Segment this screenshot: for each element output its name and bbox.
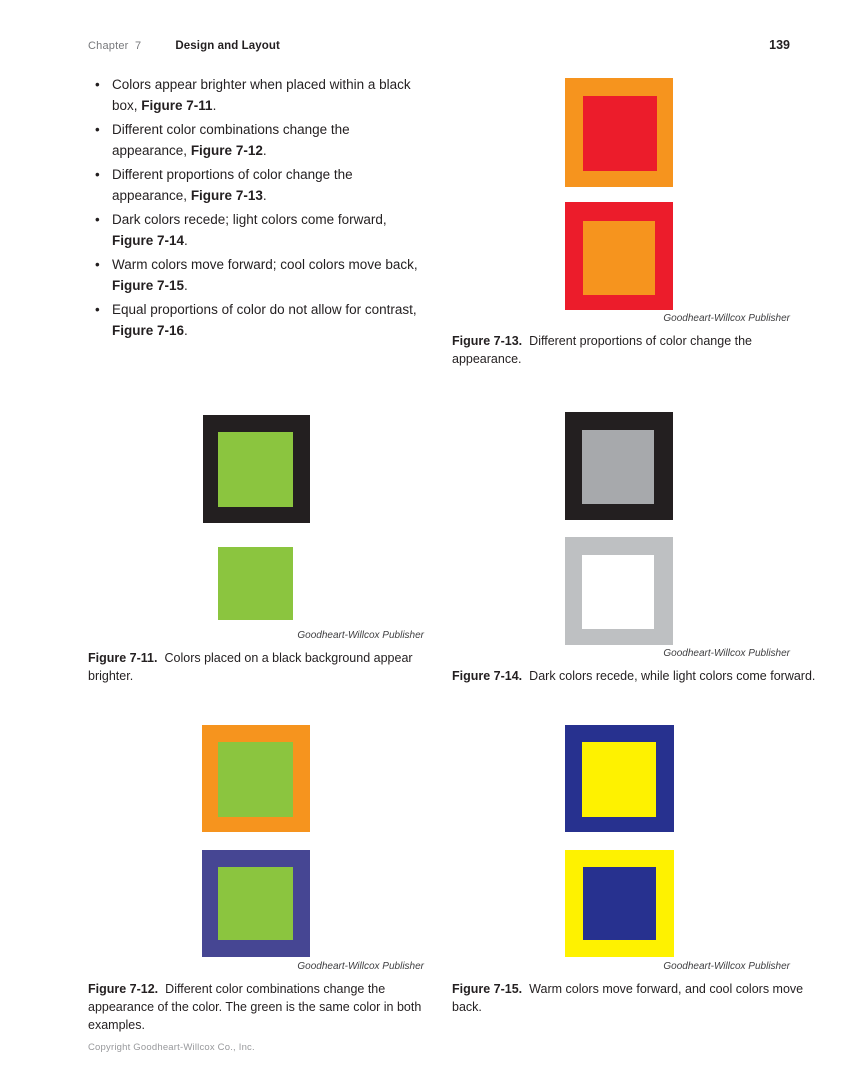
f11-inner-square-green (218, 432, 293, 507)
bullet-text: Dark colors recede; light colors come forward, (112, 212, 387, 227)
f12-inner-square-green (218, 867, 293, 940)
figure-ref: Figure 7-11 (141, 98, 213, 113)
figure-label: Figure 7-11. (88, 651, 158, 665)
f12-inner-square-green (218, 742, 293, 817)
bullet-text: Colors appear brighter when placed within a black box, (112, 77, 411, 113)
figure-caption (88, 980, 450, 1034)
bullet-tail: . (262, 188, 267, 203)
f14-outer-square-gray (565, 537, 673, 645)
page-header (88, 38, 790, 52)
bullet-tail: . (212, 98, 217, 113)
bullet-item (88, 209, 418, 251)
chapter-title: Design and Layout (175, 40, 280, 52)
figure-caption (452, 332, 824, 368)
bullet-tail: . (184, 278, 188, 293)
bullet-tail: . (184, 323, 188, 338)
figure-ref: Figure 7-16 (112, 323, 185, 338)
f11-outer-square-black (203, 415, 310, 523)
f12-outer-square-purple (202, 850, 310, 957)
bullet-text: Equal proportions of color do not allow for contrast, (112, 302, 417, 317)
page-number: 139 (769, 38, 790, 52)
figure-label: Figure 7-13. (452, 334, 523, 348)
chapter-label: Chapter 7 (88, 40, 142, 52)
bullet-item (88, 74, 418, 116)
figure-label: Figure 7-12. (88, 982, 159, 996)
f15-inner-square-yellow (582, 742, 656, 817)
figure-caption-text: Different color combinations change the appearance of the color. The green is the same color in both examples. (88, 982, 422, 1032)
f14-outer-square-black (565, 412, 673, 520)
figure-caption-text: Warm colors move forward, and cool colors move back. (452, 982, 804, 1014)
figure-caption-text: Dark colors recede, while light colors come forward. (529, 669, 816, 683)
f14-inner-square-white (582, 555, 654, 629)
bullet-tail: . (184, 233, 188, 248)
f12-outer-square-orange (202, 725, 310, 832)
figure-caption-text: Colors placed on a black background appear brighter. (88, 651, 413, 683)
bullet-text: Warm colors move forward; cool colors move back, (112, 257, 418, 272)
figure-caption (452, 980, 824, 1016)
figure-ref: Figure 7-15 (112, 278, 185, 293)
bullet-item (88, 254, 418, 296)
figure-credit: Goodheart-Willcox Publisher (663, 961, 790, 972)
figure-credit: Goodheart-Willcox Publisher (663, 313, 790, 324)
f13-inner-square-red (583, 96, 657, 171)
f14-inner-square-gray (582, 430, 654, 504)
f13-outer-square-red (565, 202, 673, 310)
figure-credit: Goodheart-Willcox Publisher (297, 961, 424, 972)
bullet-list (88, 74, 418, 344)
figure-ref: Figure 7-14 (112, 233, 185, 248)
bullet-text: Different color combinations change the appearance, (112, 122, 350, 158)
figure-ref: Figure 7-12 (190, 143, 263, 158)
bullet-text: Different proportions of color change the appearance, (112, 167, 353, 203)
figure-ref: Figure 7-13 (190, 188, 263, 203)
footer-copyright: Copyright Goodheart-Willcox Co., Inc. (88, 1042, 255, 1053)
bullet-item (88, 119, 418, 161)
f11-lone-square-green (218, 547, 293, 620)
f15-outer-square-yellow (565, 850, 674, 957)
figure-caption (88, 649, 450, 685)
figure-caption (452, 667, 815, 685)
f13-inner-square-orange (583, 221, 655, 295)
figure-caption-text: Different proportions of color change the appearance. (452, 334, 752, 366)
f13-outer-square-orange (565, 78, 673, 187)
f15-outer-square-blue (565, 725, 674, 832)
figure-label: Figure 7-15. (452, 982, 523, 996)
bullet-item (88, 164, 418, 206)
figure-label: Figure 7-14. (452, 669, 523, 683)
f15-inner-square-blue (583, 867, 656, 940)
bullet-item (88, 299, 418, 341)
figure-credit: Goodheart-Willcox Publisher (663, 648, 790, 659)
figure-credit: Goodheart-Willcox Publisher (297, 630, 424, 641)
bullet-tail: . (262, 143, 267, 158)
